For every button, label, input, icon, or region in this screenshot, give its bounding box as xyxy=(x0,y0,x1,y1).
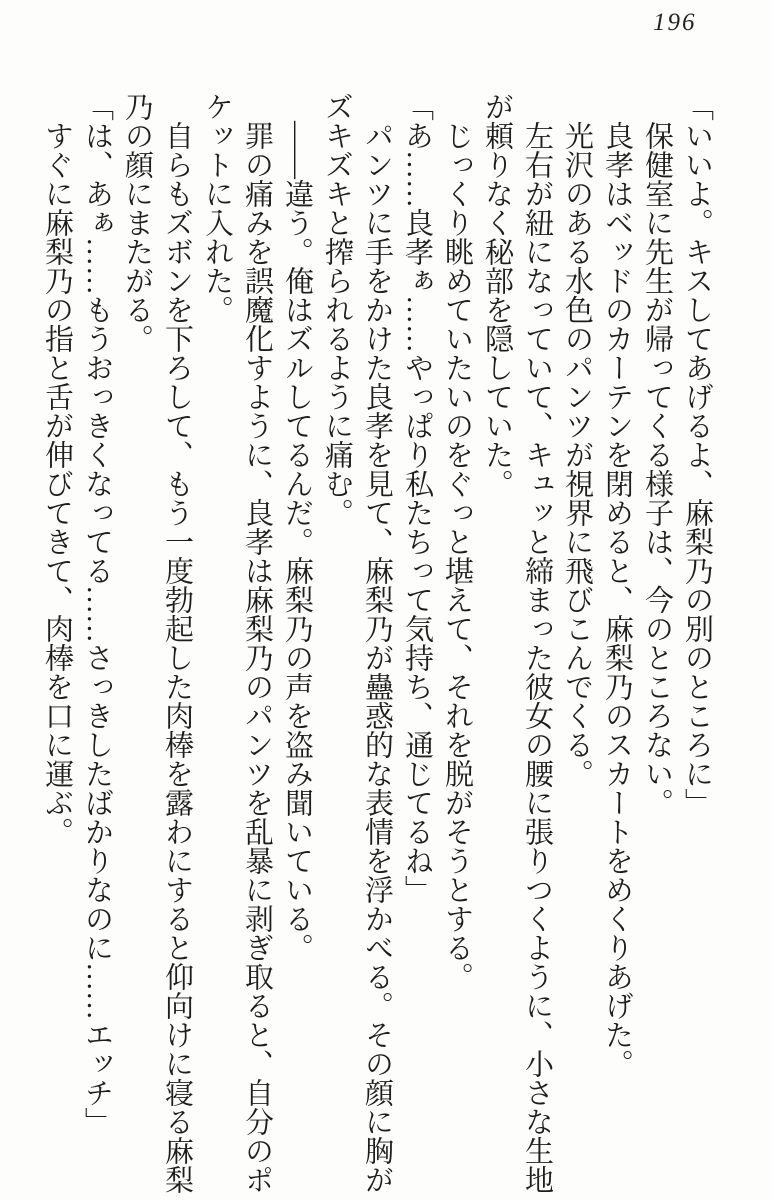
paragraph: 「あ……良孝ぁ……やっぱり私たちって気持ち、通じてるね」 xyxy=(401,92,433,904)
paragraph: 「は、あぁ……もうおっきくなってる……さっきしたばかりなのに……エッチ」 xyxy=(81,92,113,1136)
paragraph: 自らもズボンを下ろして、もう一度勃起した肉棒を露わにすると仰向けに寝る麻梨乃の顔にまたがる。 xyxy=(121,92,193,1194)
paragraph: 良孝はベッドのカーテンを閉めると、麻梨乃のスカートをめくりあげた。 xyxy=(601,121,633,1078)
paragraph: 左右が紐になっていて、キュッと締まった彼女の腰に張りつくように、小さな生地が頼りなく秘部を隠していた。 xyxy=(481,92,553,1194)
paragraph: パンツに手をかけた良孝を見て、麻梨乃が蠱惑的な表情を浮かべる。その顔に胸がズキズキと搾られるように痛む。 xyxy=(321,92,393,1194)
paragraph: 罪の痛みを誤魔化すように、良孝は麻梨乃のパンツを乱暴に剥ぎ取ると、自分のポケットに入れた。 xyxy=(201,92,273,1194)
paragraph: すぐに麻梨乃の指と舌が伸びてきて、肉棒を口に運ぶ。 xyxy=(41,121,73,846)
page-number: 196 xyxy=(653,9,697,36)
paragraph: 保健室に先生が帰ってくる様子は、今のところない。 xyxy=(641,121,673,817)
paragraph: 光沢のある水色のパンツが視界に飛びこんでくる。 xyxy=(561,121,593,788)
paragraph: 「いいよ。キスしてあげるよ、麻梨乃の別のところに」 xyxy=(681,92,713,817)
text-body xyxy=(37,92,717,1194)
paragraph: ――違う。俺はズルしてるんだ。麻梨乃の声を盗み聞いている。 xyxy=(281,121,313,962)
paragraph: じっくり眺めていたいのをぐっと堪えて、それを脱がそうとする。 xyxy=(441,121,473,991)
